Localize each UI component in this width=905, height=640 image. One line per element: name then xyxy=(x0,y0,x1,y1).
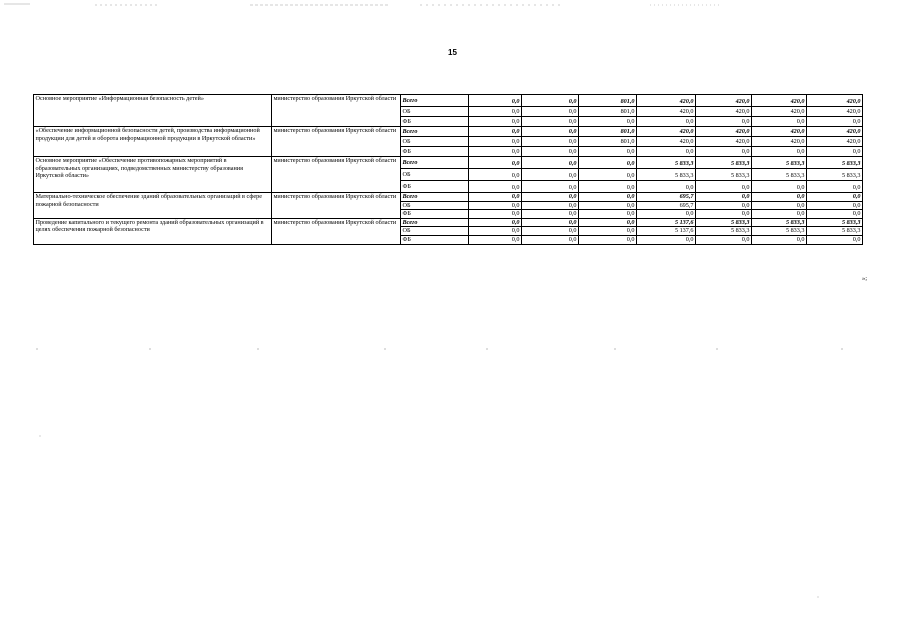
amount-cell: 801,0 xyxy=(579,137,637,147)
amount-cell: 420,0 xyxy=(807,137,863,147)
amount-cell: 0,0 xyxy=(637,117,696,127)
table-row xyxy=(34,127,863,137)
table-row xyxy=(34,218,863,227)
amount-cell: 5 833,3 xyxy=(752,227,807,236)
amount-cell: 0,0 xyxy=(469,95,522,107)
amount-cell: 0,0 xyxy=(469,201,522,210)
amount-cell: 5 833,3 xyxy=(696,218,752,227)
amount-cell: 5 833,3 xyxy=(696,157,752,169)
amount-cell: 0,0 xyxy=(469,169,522,181)
amount-cell: 0,0 xyxy=(696,181,752,193)
amount-cell: 695,7 xyxy=(637,193,696,202)
responsible-executor: министерство образования Иркутской области xyxy=(272,95,401,127)
amount-cell: 0,0 xyxy=(579,235,637,244)
amount-cell: 5 833,3 xyxy=(696,169,752,181)
amount-cell: 420,0 xyxy=(807,95,863,107)
funding-source: ОБ xyxy=(401,227,469,236)
responsible-executor: министерство образования Иркутской области xyxy=(272,127,401,157)
amount-cell: 5 833,3 xyxy=(807,218,863,227)
amount-cell: 0,0 xyxy=(807,181,863,193)
funding-source: ОБ xyxy=(401,201,469,210)
amount-cell: 420,0 xyxy=(696,107,752,117)
funding-source: ФБ xyxy=(401,235,469,244)
amount-cell: 0,0 xyxy=(469,181,522,193)
amount-cell: 5 833,3 xyxy=(637,157,696,169)
amount-cell: 0,0 xyxy=(522,117,579,127)
table-row xyxy=(34,157,863,169)
amount-cell: 0,0 xyxy=(637,210,696,219)
table-row xyxy=(34,193,863,202)
amount-cell: 0,0 xyxy=(469,235,522,244)
funding-source: ФБ xyxy=(401,147,469,157)
amount-cell: 5 833,3 xyxy=(752,169,807,181)
amount-cell: 0,0 xyxy=(522,107,579,117)
amount-cell: 420,0 xyxy=(807,127,863,137)
amount-cell: 0,0 xyxy=(579,147,637,157)
amount-cell: 0,0 xyxy=(637,181,696,193)
funding-source: ФБ xyxy=(401,117,469,127)
funding-source: ФБ xyxy=(401,210,469,219)
activity-name: Проведение капитального и текущего ремонта зданий образовательных организаций в целях обеспечения пожарной безопасности xyxy=(34,218,272,244)
amount-cell: 0,0 xyxy=(522,193,579,202)
funding-source: Всего xyxy=(401,193,469,202)
amount-cell: 0,0 xyxy=(696,201,752,210)
amount-cell: 0,0 xyxy=(522,210,579,219)
amount-cell: 5 833,3 xyxy=(807,227,863,236)
amount-cell: 5 833,3 xyxy=(752,157,807,169)
amount-cell: 0,0 xyxy=(469,147,522,157)
amount-cell: 0,0 xyxy=(752,193,807,202)
amount-cell: 420,0 xyxy=(637,127,696,137)
amount-cell: 0,0 xyxy=(752,201,807,210)
amount-cell: 0,0 xyxy=(469,107,522,117)
amount-cell: 0,0 xyxy=(637,235,696,244)
amount-cell: 0,0 xyxy=(469,227,522,236)
funding-source: ОБ xyxy=(401,137,469,147)
amount-cell: 0,0 xyxy=(522,157,579,169)
amount-cell: 801,0 xyxy=(579,95,637,107)
amount-cell: 0,0 xyxy=(522,169,579,181)
amount-cell: 0,0 xyxy=(522,181,579,193)
amount-cell: 0,0 xyxy=(752,210,807,219)
amount-cell: 0,0 xyxy=(522,227,579,236)
amount-cell: 420,0 xyxy=(696,95,752,107)
activity-name: Материально-техническое обеспечение зданий образовательных организаций в сфере пожарной безопасности xyxy=(34,193,272,219)
amount-cell: 0,0 xyxy=(752,147,807,157)
amount-cell: 5 833,3 xyxy=(807,169,863,181)
activity-name: Основное мероприятие «Обеспечение противопожарных мероприятий в образовательных организациях, подведомственных министерству образования Иркутской области» xyxy=(34,157,272,193)
amount-cell: 0,0 xyxy=(696,147,752,157)
amount-cell: 0,0 xyxy=(522,147,579,157)
amount-cell: 420,0 xyxy=(752,137,807,147)
amount-cell: 0,0 xyxy=(522,218,579,227)
amount-cell: 5 833,3 xyxy=(752,218,807,227)
amount-cell: 0,0 xyxy=(696,193,752,202)
responsible-executor: министерство образования Иркутской области xyxy=(272,193,401,219)
amount-cell: 5 833,3 xyxy=(807,157,863,169)
amount-cell: 5 833,3 xyxy=(637,169,696,181)
amount-cell: 0,0 xyxy=(469,210,522,219)
amount-cell: 801,0 xyxy=(579,127,637,137)
closing-quote-mark: »; xyxy=(862,275,868,282)
amount-cell: 0,0 xyxy=(522,235,579,244)
amount-cell: 0,0 xyxy=(579,201,637,210)
amount-cell: 0,0 xyxy=(522,201,579,210)
activity-name: Основное мероприятие «Информационная безопасность детей» xyxy=(34,95,272,127)
amount-cell: 420,0 xyxy=(696,127,752,137)
amount-cell: 0,0 xyxy=(469,157,522,169)
amount-cell: 0,0 xyxy=(807,201,863,210)
funding-source: Всего xyxy=(401,127,469,137)
amount-cell: 420,0 xyxy=(752,95,807,107)
amount-cell: 801,0 xyxy=(579,107,637,117)
amount-cell: 5 833,3 xyxy=(696,227,752,236)
amount-cell: 0,0 xyxy=(579,210,637,219)
amount-cell: 420,0 xyxy=(807,107,863,117)
amount-cell: 0,0 xyxy=(696,117,752,127)
funding-source: Всего xyxy=(401,218,469,227)
amount-cell: 0,0 xyxy=(807,147,863,157)
responsible-executor: министерство образования Иркутской области xyxy=(272,157,401,193)
amount-cell: 420,0 xyxy=(752,127,807,137)
funding-source: ОБ xyxy=(401,107,469,117)
amount-cell: 0,0 xyxy=(807,235,863,244)
amount-cell: 0,0 xyxy=(752,235,807,244)
activity-name: «Обеспечение информационной безопасности детей, производства информационной продукции для детей и оборота информационной продукции в Иркутской области» xyxy=(34,127,272,157)
amount-cell: 0,0 xyxy=(579,169,637,181)
amount-cell: 0,0 xyxy=(579,193,637,202)
amount-cell: 695,7 xyxy=(637,201,696,210)
amount-cell: 0,0 xyxy=(522,127,579,137)
amount-cell: 0,0 xyxy=(752,181,807,193)
page-number: 15 xyxy=(448,48,457,57)
amount-cell: 0,0 xyxy=(469,218,522,227)
amount-cell: 0,0 xyxy=(579,117,637,127)
funding-source: ФБ xyxy=(401,181,469,193)
amount-cell: 0,0 xyxy=(696,210,752,219)
responsible-executor: министерство образования Иркутской области xyxy=(272,218,401,244)
funding-source: Всего xyxy=(401,157,469,169)
amount-cell: 0,0 xyxy=(807,193,863,202)
funding-source: ОБ xyxy=(401,169,469,181)
amount-cell: 5 137,6 xyxy=(637,218,696,227)
amount-cell: 0,0 xyxy=(637,147,696,157)
amount-cell: 0,0 xyxy=(807,117,863,127)
amount-cell: 420,0 xyxy=(696,137,752,147)
amount-cell: 420,0 xyxy=(637,95,696,107)
amount-cell: 420,0 xyxy=(752,107,807,117)
amount-cell: 0,0 xyxy=(579,227,637,236)
amount-cell: 420,0 xyxy=(637,137,696,147)
budget-table xyxy=(33,94,863,245)
amount-cell: 0,0 xyxy=(579,181,637,193)
amount-cell: 0,0 xyxy=(469,193,522,202)
amount-cell: 0,0 xyxy=(752,117,807,127)
amount-cell: 0,0 xyxy=(522,137,579,147)
amount-cell: 0,0 xyxy=(696,235,752,244)
table-row xyxy=(34,95,863,107)
amount-cell: 420,0 xyxy=(637,107,696,117)
amount-cell: 5 137,6 xyxy=(637,227,696,236)
amount-cell: 0,0 xyxy=(522,95,579,107)
amount-cell: 0,0 xyxy=(579,218,637,227)
amount-cell: 0,0 xyxy=(807,210,863,219)
amount-cell: 0,0 xyxy=(469,137,522,147)
amount-cell: 0,0 xyxy=(469,127,522,137)
amount-cell: 0,0 xyxy=(579,157,637,169)
funding-source: Всего xyxy=(401,95,469,107)
amount-cell: 0,0 xyxy=(469,117,522,127)
